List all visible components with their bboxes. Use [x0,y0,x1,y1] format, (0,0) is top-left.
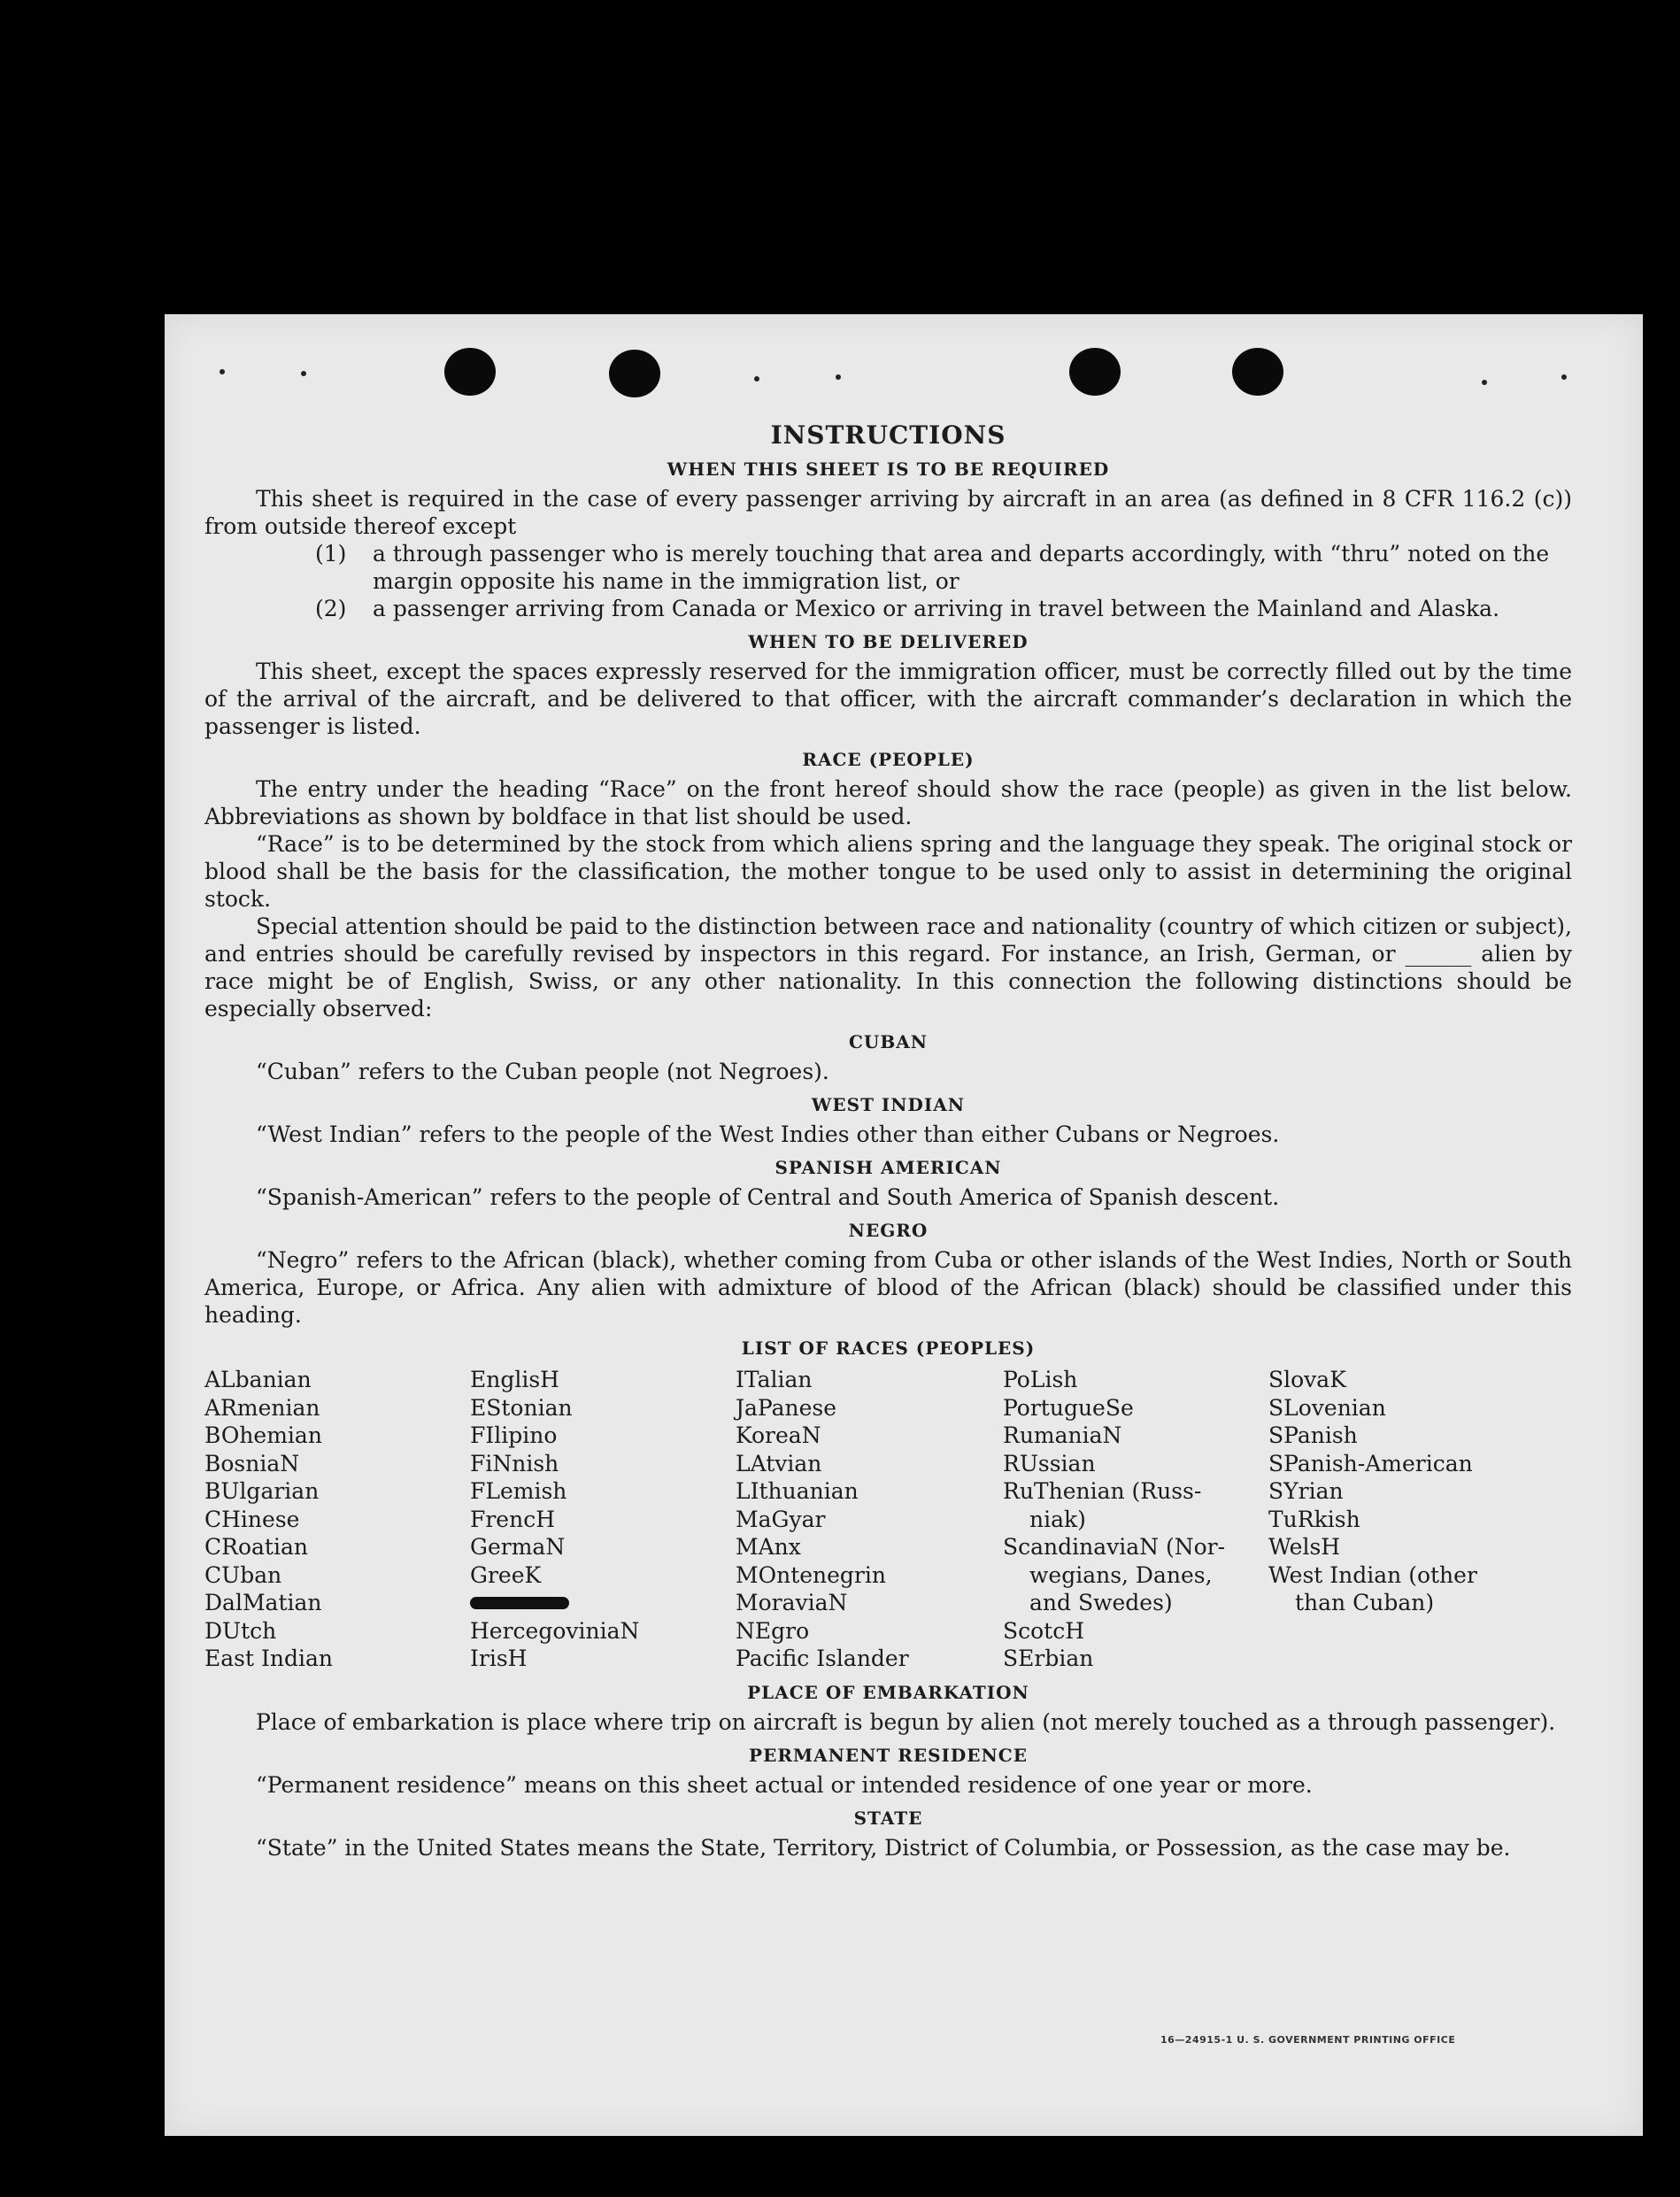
races-column [204,1366,470,1673]
heading-spanish-american: SPANISH AMERICAN [774,1157,1002,1178]
race-entry: TuRkish [1268,1506,1360,1532]
heading-delivered: WHEN TO BE DELIVERED [748,631,1029,652]
item-number: (2) [315,596,347,621]
delivered-paragraph: This sheet, except the spaces expressly reserved for the immigration officer, must be correctly filled out by the time of the arrival of the aircraft, and be delivered to that officer, with the aircraft commander’s declaration in which the passenger is listed. [204,659,1572,739]
race-entry: FiNnish [470,1450,559,1476]
race-entry: SLovenian [1268,1394,1386,1421]
instructions-content [204,420,1572,1862]
race-entry-continued: than Cuban) [1295,1590,1435,1615]
race-entry: ScandinaviaN (Nor- [1003,1534,1226,1560]
speck [836,374,841,380]
race-entry: LAtvian [736,1450,822,1476]
item-number: (1) [315,541,347,567]
punch-hole [444,348,496,396]
races-list [204,1366,1572,1673]
punch-hole [1232,348,1283,396]
race-entry: JaPanese [736,1394,837,1421]
item-text: a passenger arriving from Canada or Mexico or arriving in travel between the Mainland and Alaska. [373,596,1500,621]
speck [1561,374,1567,380]
race-entry: SPanish-American [1268,1450,1473,1476]
speck [220,369,225,374]
item-text: a through passenger who is merely touching that area and departs accordingly, with “thru” noted on the margin opposite his name in the immigration list, or [373,541,1550,594]
race-entry: NEgro [736,1617,810,1644]
race-entry: RuThenian (Russ- [1003,1478,1202,1504]
race-entry: MAnx [736,1534,801,1560]
negro-paragraph: “Negro” refers to the African (black), whether coming from Cuba or other islands of the West Indies, North or South America, Europe, or Africa. Any alien with admixture of blood of the African (black) should be classified under this heading. [204,1247,1572,1328]
race-entry: KoreaN [736,1422,821,1448]
heading-state: STATE [853,1807,923,1829]
race-entry: PortugueSe [1003,1394,1134,1421]
race-entry: Pacific Islander [736,1646,909,1671]
races-column [1268,1366,1534,1673]
race-entry: East Indian [204,1646,333,1671]
race-entry-continued: niak) [1029,1506,1086,1532]
race-entry: BUlgarian [204,1478,320,1504]
race-entry: PoLish [1003,1367,1078,1392]
race-entry: FIlipino [470,1422,558,1448]
heading-required: WHEN THIS SHEET IS TO BE REQUIRED [667,459,1110,480]
race-entry: EStonian [470,1394,573,1421]
cuban-paragraph: “Cuban” refers to the Cuban people (not Negroes). [256,1059,829,1084]
race-entry: RumaniaN [1003,1422,1122,1448]
race-entry: HercegoviniaN [470,1617,640,1644]
heading-cuban: CUBAN [848,1031,929,1052]
residence-paragraph: “Permanent residence” means on this sheet actual or intended residence of one year or more. [256,1771,1313,1798]
race-entry: LIthuanian [736,1478,859,1504]
embarkation-paragraph: Place of embarkation is place where trip on aircraft is begun by alien (not merely touched as a through passenger). [256,1708,1556,1735]
page-title: INSTRUCTIONS [770,420,1006,450]
race-entry: CHinese [204,1506,300,1532]
race-entry: DalMatian [204,1590,322,1615]
list-item [204,540,1572,595]
heading-negro: NEGRO [848,1220,929,1241]
race-entry: DUtch [204,1617,277,1644]
race-entry: RUssian [1003,1450,1096,1476]
race-entry: ITalian [736,1367,813,1392]
punch-hole [1069,348,1121,396]
race-entry: GreeK [470,1561,542,1588]
race-entry: SYrian [1268,1478,1344,1504]
race-entry: CUban [204,1561,282,1588]
race-entry: ALbanian [204,1367,312,1392]
race-entry: SPanish [1268,1422,1358,1448]
race-entry: EnglisH [470,1367,559,1392]
heading-race: RACE (PEOPLE) [802,749,975,770]
race-entry: SlovaK [1268,1367,1346,1392]
race-entry: MaGyar [736,1506,826,1532]
race-entry: GermaN [470,1534,566,1560]
heading-residence: PERMANENT RESIDENCE [749,1744,1028,1766]
race-entry: BosniaN [204,1450,300,1476]
race-entry: West Indian (other [1268,1561,1477,1588]
speck [301,371,306,376]
spanish-american-paragraph: “Spanish-American” refers to the people of Central and South America of Spanish descent. [256,1184,1280,1210]
redacted-entry [470,1589,736,1617]
race-entry: FLemish [470,1478,567,1504]
heading-list-of-races: LIST OF RACES (PEOPLES) [741,1337,1036,1359]
west-indian-paragraph: “West Indian” refers to the people of the West Indies other than either Cubans or Negroes. [256,1122,1280,1147]
race-entry: BOhemian [204,1422,322,1448]
heading-embarkation: PLACE OF EMBARKATION [747,1681,1029,1703]
punch-hole [609,350,660,397]
state-paragraph: “State” in the United States means the State, Territory, District of Columbia, or Possession, as the case may be. [256,1834,1511,1861]
race-paragraph: The entry under the heading “Race” on the front hereof should show the race (people) as given in the list below. Abbreviations as shown by boldface in that list should be used. [204,776,1572,829]
races-column [470,1366,736,1673]
race-entry-continued: and Swedes) [1029,1590,1173,1615]
race-entry: SErbian [1003,1646,1094,1671]
race-entry: FrencH [470,1506,555,1532]
race-paragraph: “Race” is to be determined by the stock from which aliens spring and the language they speak. The original stock or blood shall be the basis for the classification, the mother tongue to be used only to assist in determining the original stock. [204,831,1572,912]
speck [754,376,759,382]
race-entry: ScotcH [1003,1617,1085,1644]
races-column [736,1366,1003,1673]
intro-paragraph: This sheet is required in the case of every passenger arriving by aircraft in an area (as defined in 8 CFR 116.2 (c)) from outside thereof except [204,486,1572,539]
race-entry-continued: wegians, Danes, [1029,1561,1213,1588]
list-item [204,595,1572,622]
race-entry: WelsH [1268,1534,1341,1560]
race-entry: CRoatian [204,1534,308,1560]
printer-imprint: 16—24915-1 U. S. GOVERNMENT PRINTING OFFICE [1160,2034,1456,2046]
race-entry: MoraviaN [736,1590,848,1615]
race-entry: ARmenian [204,1394,320,1421]
race-entry: MOntenegrin [736,1561,886,1588]
races-column [1003,1366,1268,1673]
heading-west-indian: WEST INDIAN [811,1094,966,1115]
race-entry: IrisH [470,1646,528,1671]
race-paragraph: Special attention should be paid to the distinction between race and nationality (country of which citizen or subject), and entries should be carefully revised by inspectors in this regard. For instance, an Irish, German, or ______ alien by race might be of English, Swiss, or any other nationality. In this connection the following distinctions should be especially observed: [204,913,1572,1021]
document-sheet [165,314,1643,2136]
speck [1482,380,1487,385]
